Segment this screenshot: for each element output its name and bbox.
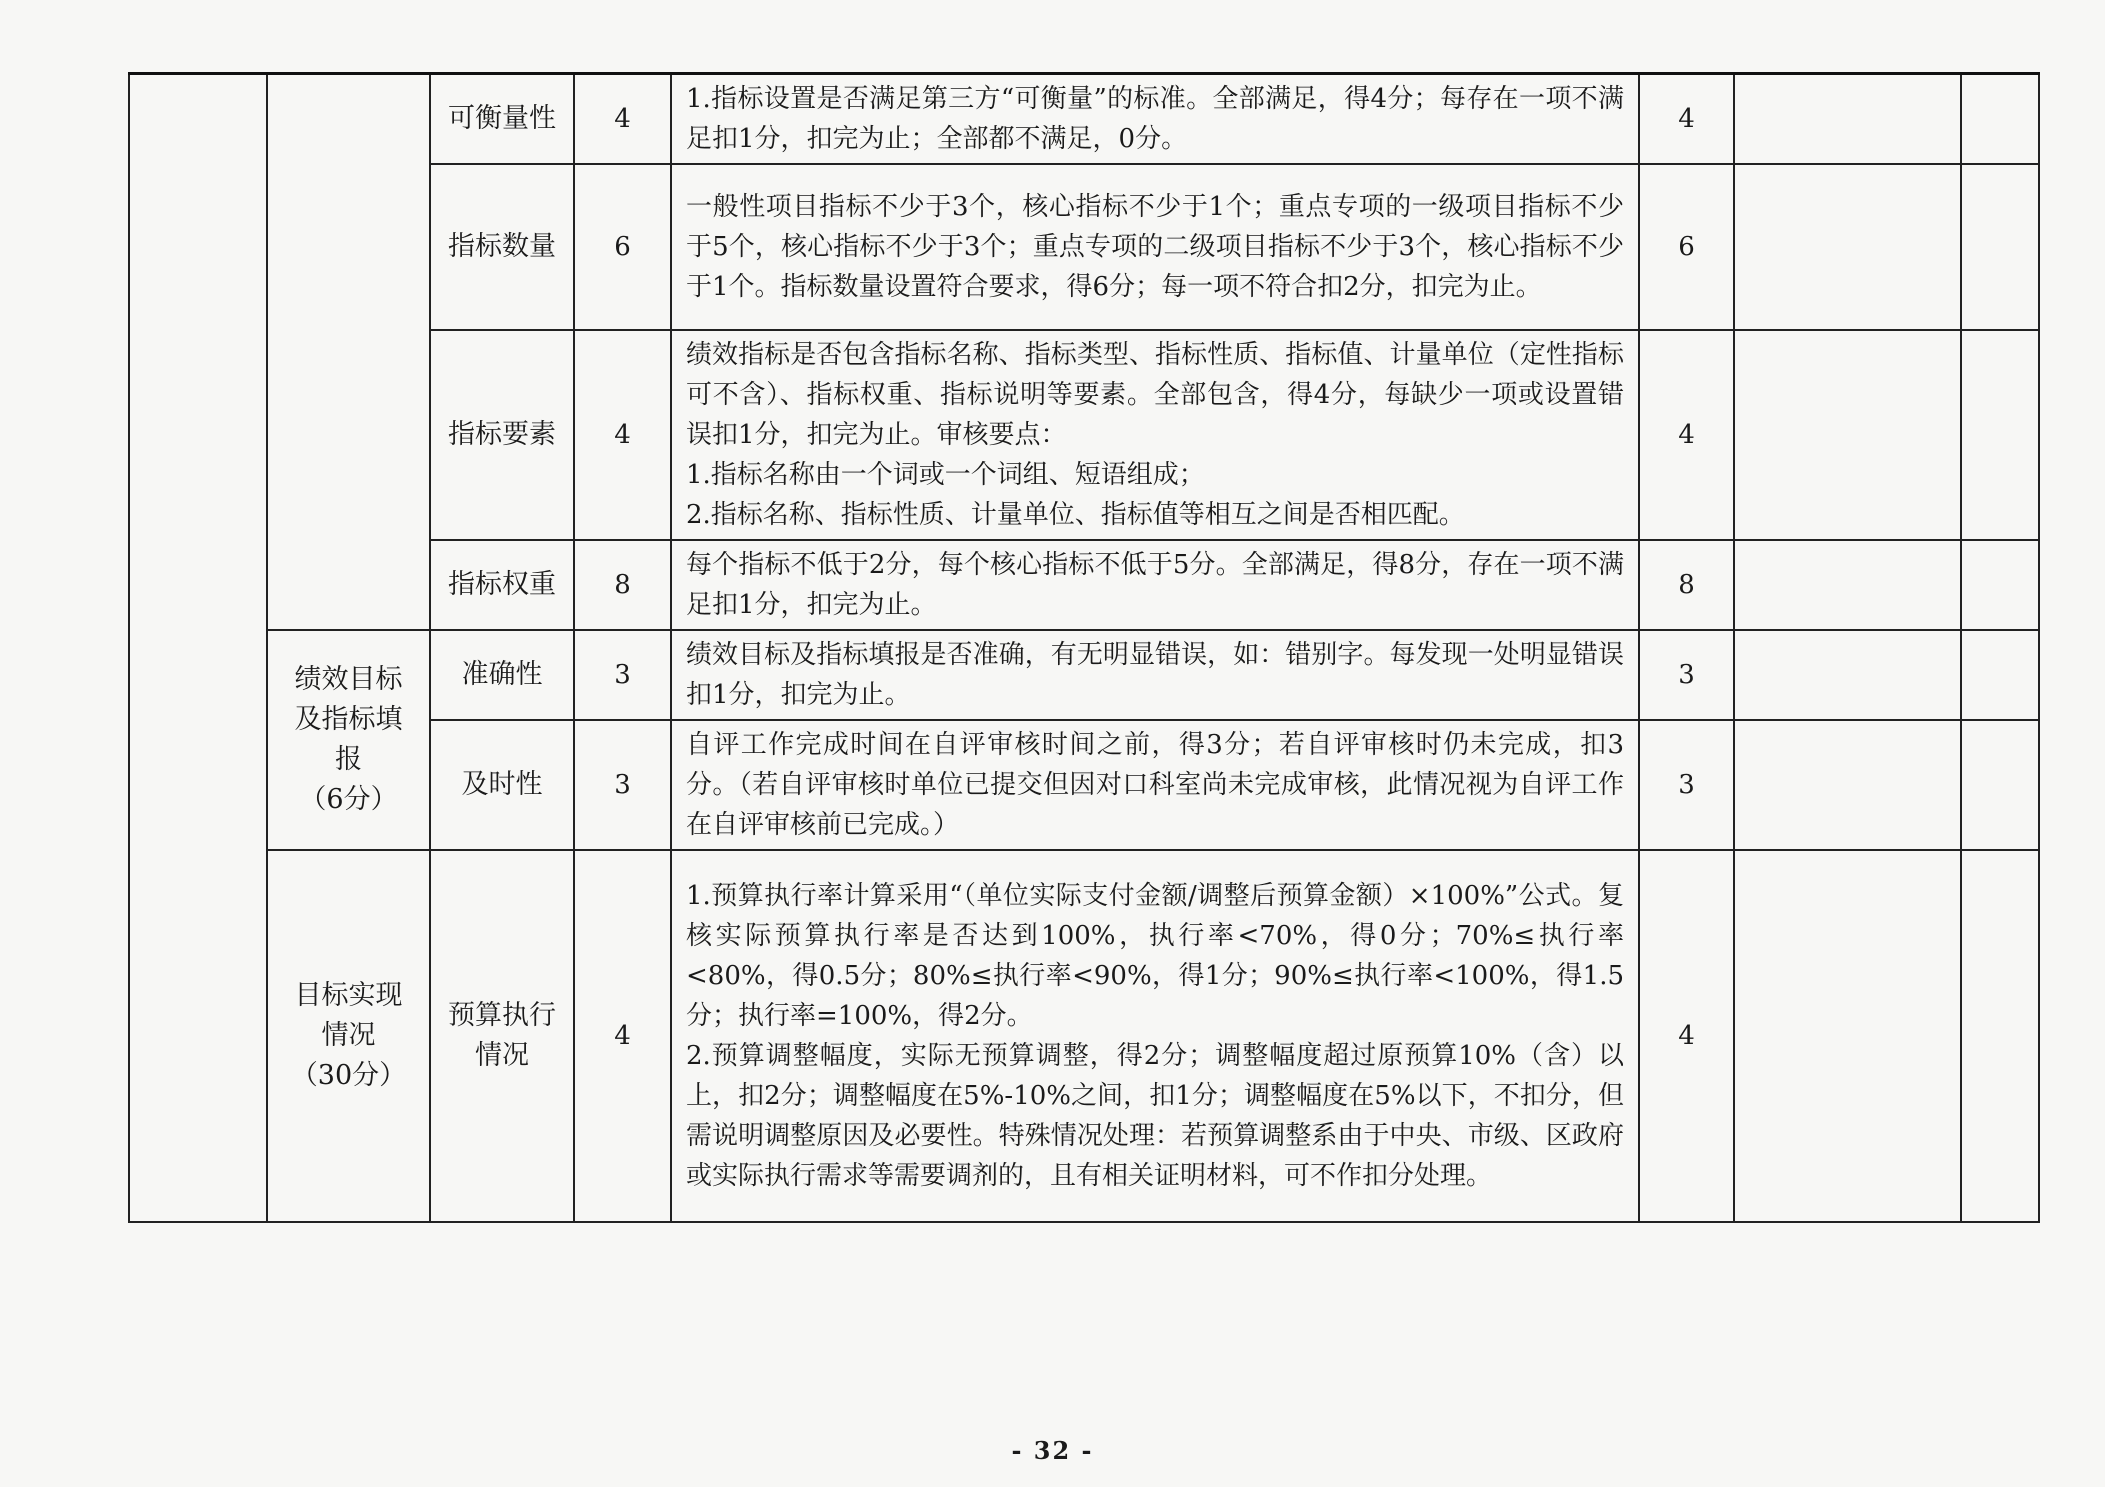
evaluation-table (128, 72, 2040, 1223)
category-label: 及指标填 (294, 704, 403, 735)
remarks-cell (1734, 540, 1961, 630)
criteria-cell (671, 74, 1639, 165)
level2-category-cell (267, 74, 430, 631)
score-value: 4 (1678, 420, 1695, 450)
score-cell (1639, 330, 1734, 540)
criteria-cell (671, 630, 1639, 720)
extra-cell (1961, 74, 2039, 165)
indicator-name: 准确性 (461, 659, 543, 690)
criteria-text: 一般性项目指标不少于3个，核心指标不少于1个；重点专项的一级项目指标不少于5个，核心指标不少于3个；重点专项的二级项目指标不少于3个，核心指标不少于1个。指标数量设置符合要求，得6分；每一项不符合扣2分，扣完为止。 (686, 192, 1624, 302)
score-value: 8 (1678, 570, 1695, 600)
score-cell (1639, 850, 1734, 1222)
score-cell (1639, 74, 1734, 165)
table-row (129, 74, 2039, 165)
criteria-point: 2.预算调整幅度，实际无预算调整，得2分；调整幅度超过原预算10%（含）以上，扣2分；调整幅度在5%-10%之间，扣1分；调整幅度在5%以下，不扣分，但需说明调整原因及必要性。特殊情况处理：若预算调整系由于中央、市级、区政府或实际执行需求等需要调剂的，且有相关证明材料，可不作扣分处理。 (686, 1041, 1624, 1191)
indicator-cell (430, 74, 574, 165)
weight-cell (574, 540, 671, 630)
score-cell (1639, 540, 1734, 630)
score-value: 4 (1678, 104, 1695, 134)
category-score: （30分） (290, 1060, 407, 1091)
remarks-cell (1734, 74, 1961, 165)
indicator-name: 指标数量 (448, 231, 556, 262)
indicator-cell (430, 720, 574, 850)
indicator-name: 可衡量性 (448, 103, 556, 134)
criteria-text: 1.指标设置是否满足第三方“可衡量”的标准。全部满足，得4分；每存在一项不满足扣1分，扣完为止；全部都不满足，0分。 (686, 84, 1624, 154)
weight-cell (574, 330, 671, 540)
criteria-text: 绩效指标是否包含指标名称、指标类型、指标性质、指标值、计量单位（定性指标可不含）、指标权重、指标说明等要素。全部包含，得4分，每缺少一项或设置错误扣1分，扣完为止。审核要点： (686, 340, 1624, 450)
indicator-cell (430, 850, 574, 1222)
category-label: 情况 (321, 1020, 376, 1051)
level1-category-cell (129, 74, 267, 1223)
weight-value: 4 (614, 420, 631, 450)
table-row (129, 630, 2039, 720)
extra-cell (1961, 720, 2039, 850)
page-number: - 32 - (1011, 1436, 1094, 1465)
criteria-point: 1.预算执行率计算采用“（单位实际支付金额/调整后预算金额）×100%”公式。复核实际预算执行率是否达到100%，执行率<70%，得0分；70%≤执行率<80%，得0.5分；80%≤执行率<90%，得1分；90%≤执行率<100%，得1.5分；执行率=100%，得2分。 (686, 881, 1624, 1031)
weight-value: 8 (614, 570, 631, 600)
remarks-cell (1734, 164, 1961, 330)
score-value: 3 (1678, 660, 1695, 690)
weight-cell (574, 164, 671, 330)
criteria-text: 绩效目标及指标填报是否准确，有无明显错误，如：错别字。每发现一处明显错误扣1分，扣完为止。 (686, 640, 1624, 710)
weight-value: 4 (614, 104, 631, 134)
category-cell (267, 630, 430, 850)
weight-value: 4 (614, 1021, 631, 1051)
extra-cell (1961, 630, 2039, 720)
indicator-name: 及时性 (461, 769, 543, 800)
remarks-cell (1734, 720, 1961, 850)
remarks-cell (1734, 630, 1961, 720)
extra-cell (1961, 330, 2039, 540)
category-label: 目标实现 (294, 980, 403, 1011)
indicator-name: 指标要素 (448, 419, 556, 450)
criteria-text: 每个指标不低于2分，每个核心指标不低于5分。全部满足，得8分，存在一项不满足扣1分，扣完为止。 (686, 550, 1624, 620)
weight-value: 6 (614, 232, 631, 262)
indicator-name: 预算执行 情况 (448, 1000, 556, 1071)
score-cell (1639, 630, 1734, 720)
criteria-cell (671, 330, 1639, 540)
criteria-text: 自评工作完成时间在自评审核时间之前，得3分；若自评审核时仍未完成，扣3分。（若自评审核时单位已提交但因对口科室尚未完成审核，此情况视为自评工作在自评审核前已完成。） (686, 730, 1624, 840)
weight-cell (574, 850, 671, 1222)
score-cell (1639, 164, 1734, 330)
table-row (129, 850, 2039, 1222)
indicator-cell (430, 630, 574, 720)
weight-cell (574, 720, 671, 850)
extra-cell (1961, 540, 2039, 630)
weight-cell (574, 630, 671, 720)
extra-cell (1961, 850, 2039, 1222)
category-cell (267, 850, 430, 1222)
indicator-cell (430, 164, 574, 330)
criteria-cell (671, 720, 1639, 850)
score-value: 3 (1678, 770, 1695, 800)
weight-value: 3 (614, 660, 631, 690)
extra-cell (1961, 164, 2039, 330)
category-label: 绩效目标 (294, 664, 403, 695)
indicator-cell (430, 330, 574, 540)
criteria-cell (671, 540, 1639, 630)
criteria-cell (671, 164, 1639, 330)
criteria-point: 2.指标名称、指标性质、计量单位、指标值等相互之间是否相匹配。 (686, 500, 1465, 530)
category-label: 报 (335, 744, 362, 775)
category-score: （6分） (299, 784, 398, 815)
weight-cell (574, 74, 671, 165)
score-value: 6 (1678, 232, 1695, 262)
indicator-cell (430, 540, 574, 630)
score-cell (1639, 720, 1734, 850)
score-value: 4 (1678, 1021, 1695, 1051)
weight-value: 3 (614, 770, 631, 800)
remarks-cell (1734, 330, 1961, 540)
remarks-cell (1734, 850, 1961, 1222)
criteria-cell (671, 850, 1639, 1222)
criteria-point: 1.指标名称由一个词或一个词组、短语组成； (686, 460, 1205, 490)
indicator-name: 指标权重 (448, 569, 556, 600)
